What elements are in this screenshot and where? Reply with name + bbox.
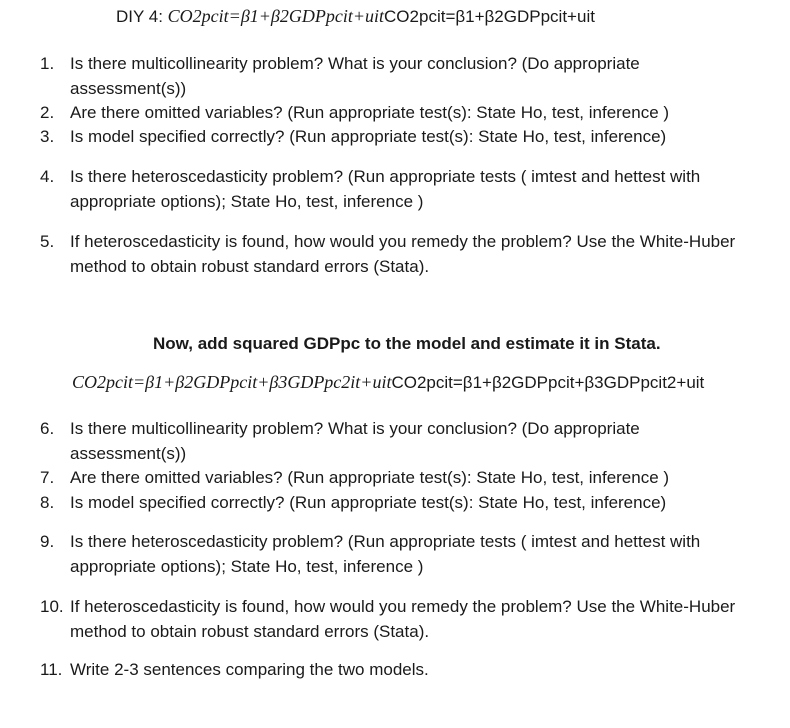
question-10-text: If heteroscedasticity is found, how would you remedy the problem? Use the White-Huber method to obtain robust standard errors (Stata). bbox=[70, 597, 736, 641]
section2-heading: Now, add squared GDPpc to the model and estimate it in Stata. bbox=[153, 334, 661, 353]
diy-title-line bbox=[116, 4, 595, 29]
question-8-text: Is model specified correctly? (Run appropriate test(s): State Ho, test, inference) bbox=[70, 493, 667, 512]
question-11-number: 11. bbox=[40, 660, 63, 679]
question-6-text: Is there multicollinearity problem? What is your conclusion? (Do appropriate assessment(s)) bbox=[70, 419, 640, 463]
question-10-number: 10. bbox=[40, 597, 64, 616]
section2-equation-italic: CO2pcit=β1+β2GDPpcit+β3GDPpc2it+uit bbox=[72, 372, 392, 392]
question-11-text: Write 2-3 sentences comparing the two models. bbox=[70, 660, 429, 679]
question-7-text: Are there omitted variables? (Run appropriate test(s): State Ho, test, inference ) bbox=[70, 468, 670, 487]
question-1-number: 1. bbox=[40, 54, 55, 73]
diy-title-equation-italic: CO2pcit=β1+β2GDPpcit+uit bbox=[167, 6, 385, 26]
diy-title-label: DIY 4: bbox=[116, 7, 163, 26]
question-5-number: 5. bbox=[40, 232, 55, 251]
question-5-text: If heteroscedasticity is found, how would you remedy the problem? Use the White-Huber method to obtain robust standard errors (Stata). bbox=[70, 232, 736, 276]
question-7-number: 7. bbox=[40, 468, 55, 487]
diy-title-equation-plain: CO2pcit=β1+β2GDPpcit+uit bbox=[384, 7, 595, 26]
question-9-text: Is there heteroscedasticity problem? (Run appropriate tests ( imtest and hettest with appropriate options); State Ho, test, inference ) bbox=[70, 532, 701, 576]
question-4-text: Is there heteroscedasticity problem? (Run appropriate tests ( imtest and hettest with appropriate options); State Ho, test, inference ) bbox=[70, 167, 701, 211]
section2-equation-plain: CO2pcit=β1+β2GDPpcit+β3GDPpcit2+uit bbox=[391, 373, 705, 392]
question-9-number: 9. bbox=[40, 532, 55, 551]
question-3-text: Is model specified correctly? (Run appropriate test(s): State Ho, test, inference) bbox=[70, 127, 667, 146]
question-4-number: 4. bbox=[40, 167, 55, 186]
question-8-number: 8. bbox=[40, 493, 55, 512]
question-6-number: 6. bbox=[40, 419, 55, 438]
section2-equation-line bbox=[72, 370, 704, 395]
question-2-text: Are there omitted variables? (Run appropriate test(s): State Ho, test, inference ) bbox=[70, 103, 670, 122]
question-3-number: 3. bbox=[40, 127, 55, 146]
question-1-text: Is there multicollinearity problem? What is your conclusion? (Do appropriate assessment(s)) bbox=[70, 54, 640, 98]
question-2-number: 2. bbox=[40, 103, 55, 122]
